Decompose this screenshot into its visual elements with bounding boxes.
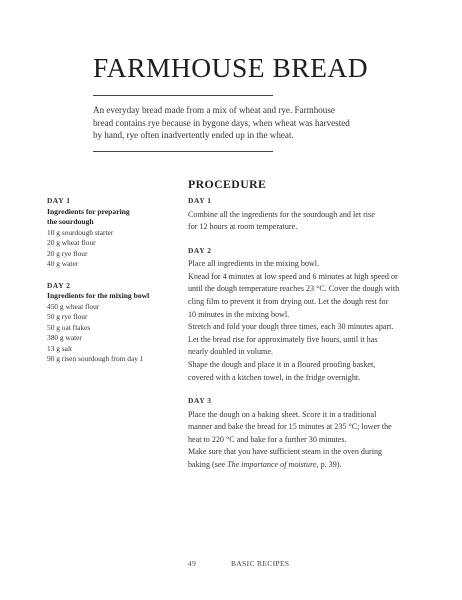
ingredients-column (47, 196, 177, 376)
day-label: DAY 1 (47, 196, 71, 205)
title-divider (93, 95, 273, 96)
section-name: BASIC RECIPES (231, 559, 290, 568)
procedure-heading: PROCEDURE (188, 177, 267, 191)
ingredient-item: 20 g wheat flour (47, 238, 96, 247)
day-label: DAY 3 (188, 396, 212, 406)
ingredient-item: 380 g water (47, 333, 82, 342)
step-text: Let the bread rise for approximately five hours, until it has (188, 334, 378, 344)
ingredient-item: 20 g rye flour (47, 248, 88, 258)
reference-suffix: , p. 39). (316, 460, 342, 469)
page-title: FARMHOUSE BREAD (93, 52, 369, 83)
intro-line: by hand, rye often inadvertently ended up in the wheat. (93, 130, 294, 141)
step-text: manner and bake the bread for 15 minutes at 235 °C; lower the (188, 422, 392, 432)
day-label: DAY 2 (188, 245, 212, 255)
step-text-with-reference (188, 459, 418, 472)
day-label: DAY 2 (47, 280, 71, 290)
step-text: Combine all the ingredients for the sourdough and let rise (188, 209, 375, 219)
step-text: Stretch and fold your dough three times, each 30 minutes apart. (188, 322, 394, 332)
ingredients-heading: the sourdough (47, 217, 94, 226)
cross-reference-title: The importance of moisture (227, 460, 317, 469)
ingredient-item: 50 g rye flour (47, 312, 88, 321)
step-text: Place the dough on a baking sheet. Score it in a traditional (188, 409, 377, 419)
page-number: 49 (188, 559, 197, 568)
day-label: DAY 1 (188, 196, 212, 205)
ingredient-item: 40 g water (47, 259, 79, 268)
ingredient-item: 450 g wheat flour (47, 301, 100, 311)
intro-line: An everyday bread made from a mix of wheat and rye. Farmhouse (93, 105, 335, 115)
ingredient-item: 10 g sourdough starter (47, 227, 114, 237)
ingredient-item: 50 g oat flakes (47, 322, 91, 332)
ingredients-day-1 (47, 196, 177, 270)
procedure-step-day-3 (188, 396, 418, 471)
ingredient-item: 13 g salt (47, 343, 73, 353)
ingredient-item: 90 g risen sourdough from day 1 (47, 354, 144, 363)
step-text: heat to 220 °C and bake for a further 30 minutes. (188, 434, 347, 444)
step-text: covered with a kitchen towel, in the fridge overnight. (188, 372, 361, 382)
step-text: cling film to prevent it from drying out. Let the dough rest for (188, 296, 389, 306)
step-text: Make sure that you have sufficient steam in the oven during (188, 447, 383, 457)
step-text: for 12 hours at room temperature. (188, 222, 298, 232)
procedure-step-day-1 (188, 196, 418, 234)
step-text: 10 minutes in the mixing bowl. (188, 309, 290, 319)
procedure-column (188, 177, 418, 484)
ingredients-heading: Ingredients for preparing (47, 206, 130, 216)
step-text: nearly doubled in volume. (188, 347, 273, 357)
step-text: Shape the dough and place it in a floured proofing basket, (188, 359, 376, 369)
intro-line: bread contains rye because in bygone days, when wheat was harvested (93, 117, 350, 128)
procedure-step-day-2 (188, 246, 418, 384)
step-text: Knead for 4 minutes at low speed and 6 minutes at high speed or (188, 271, 398, 281)
step-text: Place all ingredients in the mixing bowl. (188, 259, 320, 269)
intro-paragraph (93, 104, 393, 142)
intro-divider (93, 151, 273, 152)
ingredients-heading: Ingredients for the mixing bowl (47, 291, 150, 300)
step-text: until the dough temperature reaches 23 °C. Cover the dough with (188, 284, 400, 294)
reference-prefix: baking (see (188, 460, 228, 469)
ingredients-day-2 (47, 281, 177, 365)
